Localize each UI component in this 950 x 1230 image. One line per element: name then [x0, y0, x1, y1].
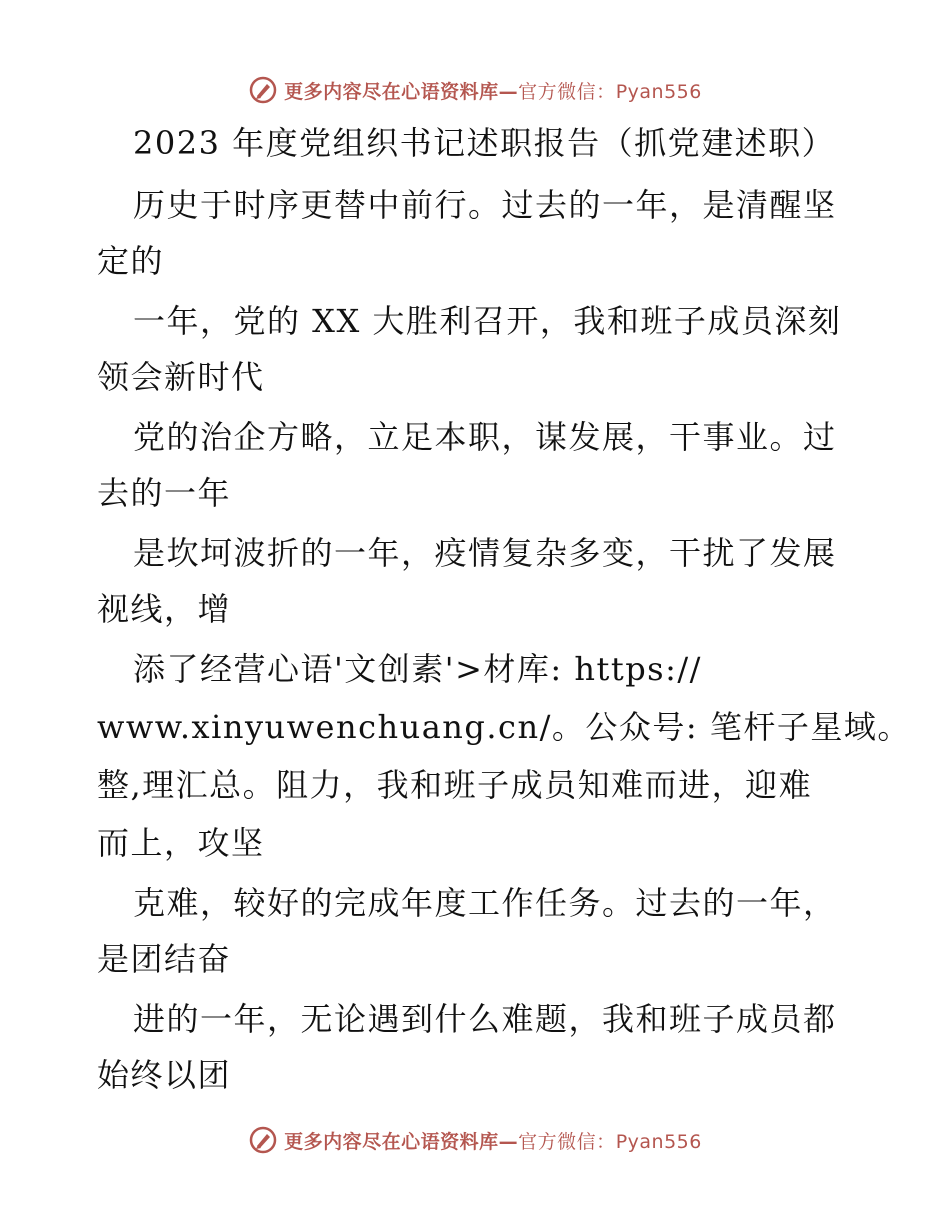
- document-line: 整,理汇总。阻力，我和班子成员知难而进，迎难: [97, 766, 813, 804]
- banner-separator: —: [498, 1130, 519, 1153]
- document-line: 去的一年: [97, 474, 232, 512]
- banner-wechat-id: Pyan556: [615, 1130, 702, 1153]
- banner-wechat-label: 官方微信：: [518, 80, 616, 103]
- pen-logo-icon: [248, 1125, 278, 1155]
- document-line: 进的一年，无论遇到什么难题，我和班子成员都: [133, 1000, 837, 1038]
- document-line: 领会新时代: [97, 358, 265, 396]
- pen-logo-icon: [248, 75, 278, 105]
- banner-promo: 更多内容尽在心语资料库: [284, 1130, 499, 1153]
- document-line: 历史于时序更替中前行。过去的一年，是清醒坚: [133, 186, 837, 224]
- banner-text: [284, 77, 702, 104]
- banner-separator: —: [498, 80, 519, 103]
- document-line: 始终以团: [97, 1056, 232, 1094]
- document-line: 一年，党的 XX 大胜利召开，我和班子成员深刻: [133, 302, 842, 340]
- document-title: 2023 年度党组织书记述职报告（抓党建述职）: [133, 124, 836, 162]
- document-line: 而上，攻坚: [97, 824, 265, 862]
- document-line: 克难，较好的完成年度工作任务。过去的一年，: [133, 884, 837, 922]
- banner-wechat-label: 官方微信：: [518, 1130, 616, 1153]
- document-line: 添了经营心语'文创素'>材库: https://: [133, 650, 702, 688]
- banner-wechat-id: Pyan556: [615, 80, 702, 103]
- header-banner: [0, 70, 950, 110]
- document-line: 是团结奋: [97, 940, 232, 978]
- document-line: www.xinyuwenchuang.cn/。公众号: 笔杆子星域。: [97, 708, 911, 746]
- document-line: 党的治企方略，立足本职，谋发展，干事业。过: [133, 418, 837, 456]
- banner-promo: 更多内容尽在心语资料库: [284, 80, 499, 103]
- document-line: 是坎坷波折的一年，疫情复杂多变，干扰了发展: [133, 534, 837, 572]
- document-line: 定的: [97, 242, 165, 280]
- footer-banner: [0, 1120, 950, 1160]
- document-line: 视线，增: [97, 590, 232, 628]
- banner-text: [284, 1127, 702, 1154]
